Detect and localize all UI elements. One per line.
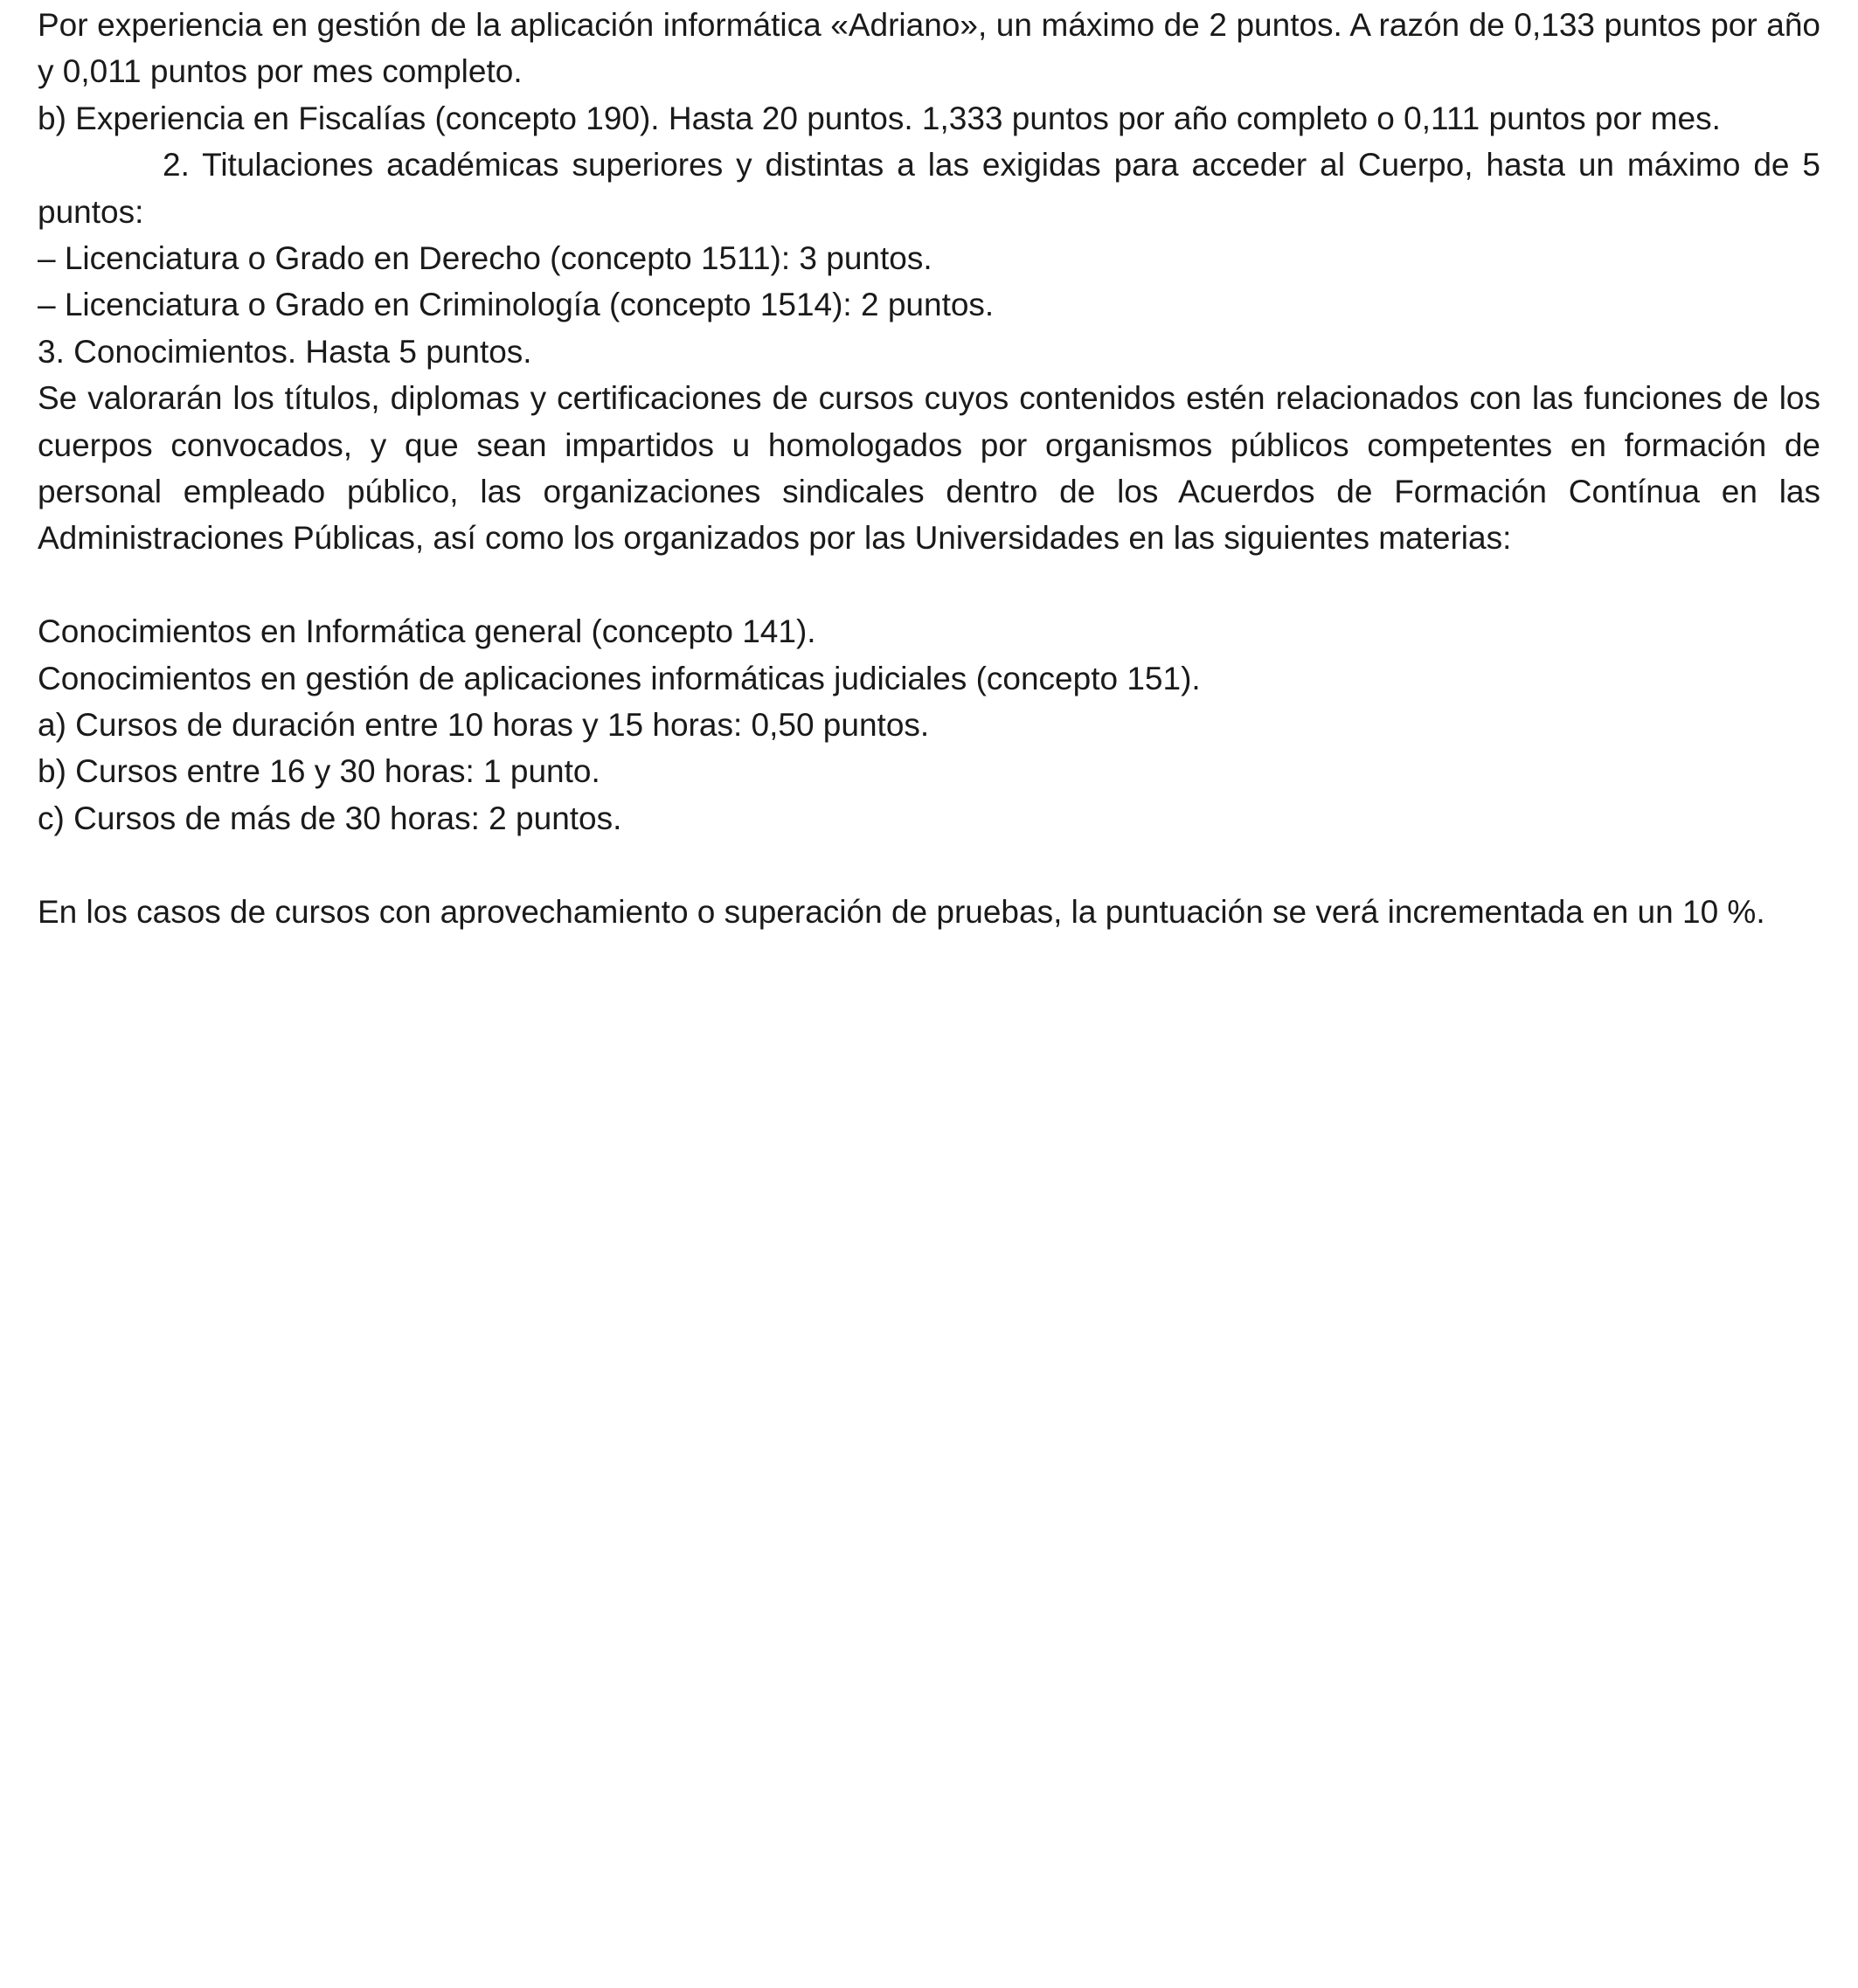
paragraph-aprovechamiento: En los casos de cursos con aprovechamiento o superación de pruebas, la puntuación se verá incrementada en un 10 %. [38, 893, 1765, 930]
paragraph-adriano-experience: Por experiencia en gestión de la aplicación informática «Adriano», un máximo de 2 puntos. A razón de 0,133 puntos por año y 0,011 puntos por mes completo. [38, 7, 1820, 90]
list-item-cursos-16-30: b) Cursos entre 16 y 30 horas: 1 punto. [38, 753, 600, 790]
paragraph-titulaciones: 2. Titulaciones académicas superiores y distintas a las exigidas para acceder al Cuerpo, hasta un máximo de 5 puntos: [38, 147, 1820, 230]
list-item-cursos-10-15: a) Cursos de duración entre 10 horas y 15 horas: 0,50 puntos. [38, 707, 930, 744]
list-item-aplicaciones-judiciales: Conocimientos en gestión de aplicaciones informáticas judiciales (concepto 151). [38, 660, 1201, 696]
list-item-criminologia: – Licenciatura o Grado en Criminología (concepto 1514): 2 puntos. [38, 287, 995, 323]
paragraph-valoracion-titulos: Se valorarán los títulos, diplomas y certificaciones de cursos cuyos contenidos estén relacionados con las funciones de los cuerpos convocados, y que sean impartidos u homologados por organismos públicos competentes en formación de personal empleado público, las organizaciones sindicales dentro de los Acuerdos de Formación Contínua en las Administraciones Públicas, así como los organizados por las Universidades en las siguientes materias: [38, 380, 1820, 557]
list-item-derecho: – Licenciatura o Grado en Derecho (concepto 1511): 3 puntos. [38, 240, 932, 277]
section-heading-conocimientos: 3. Conocimientos. Hasta 5 puntos. [38, 333, 532, 370]
blank-line [38, 842, 1820, 888]
paragraph-fiscalias-experience: b) Experiencia en Fiscalías (concepto 190). Hasta 20 puntos. 1,333 puntos por año completo o 0,111 puntos por mes. [38, 100, 1721, 136]
blank-line [38, 562, 1820, 608]
document-page [38, 0, 1820, 935]
list-item-cursos-mas-30: c) Cursos de más de 30 horas: 2 puntos. [38, 800, 622, 836]
list-item-informatica-general: Conocimientos en Informática general (concepto 141). [38, 613, 816, 650]
